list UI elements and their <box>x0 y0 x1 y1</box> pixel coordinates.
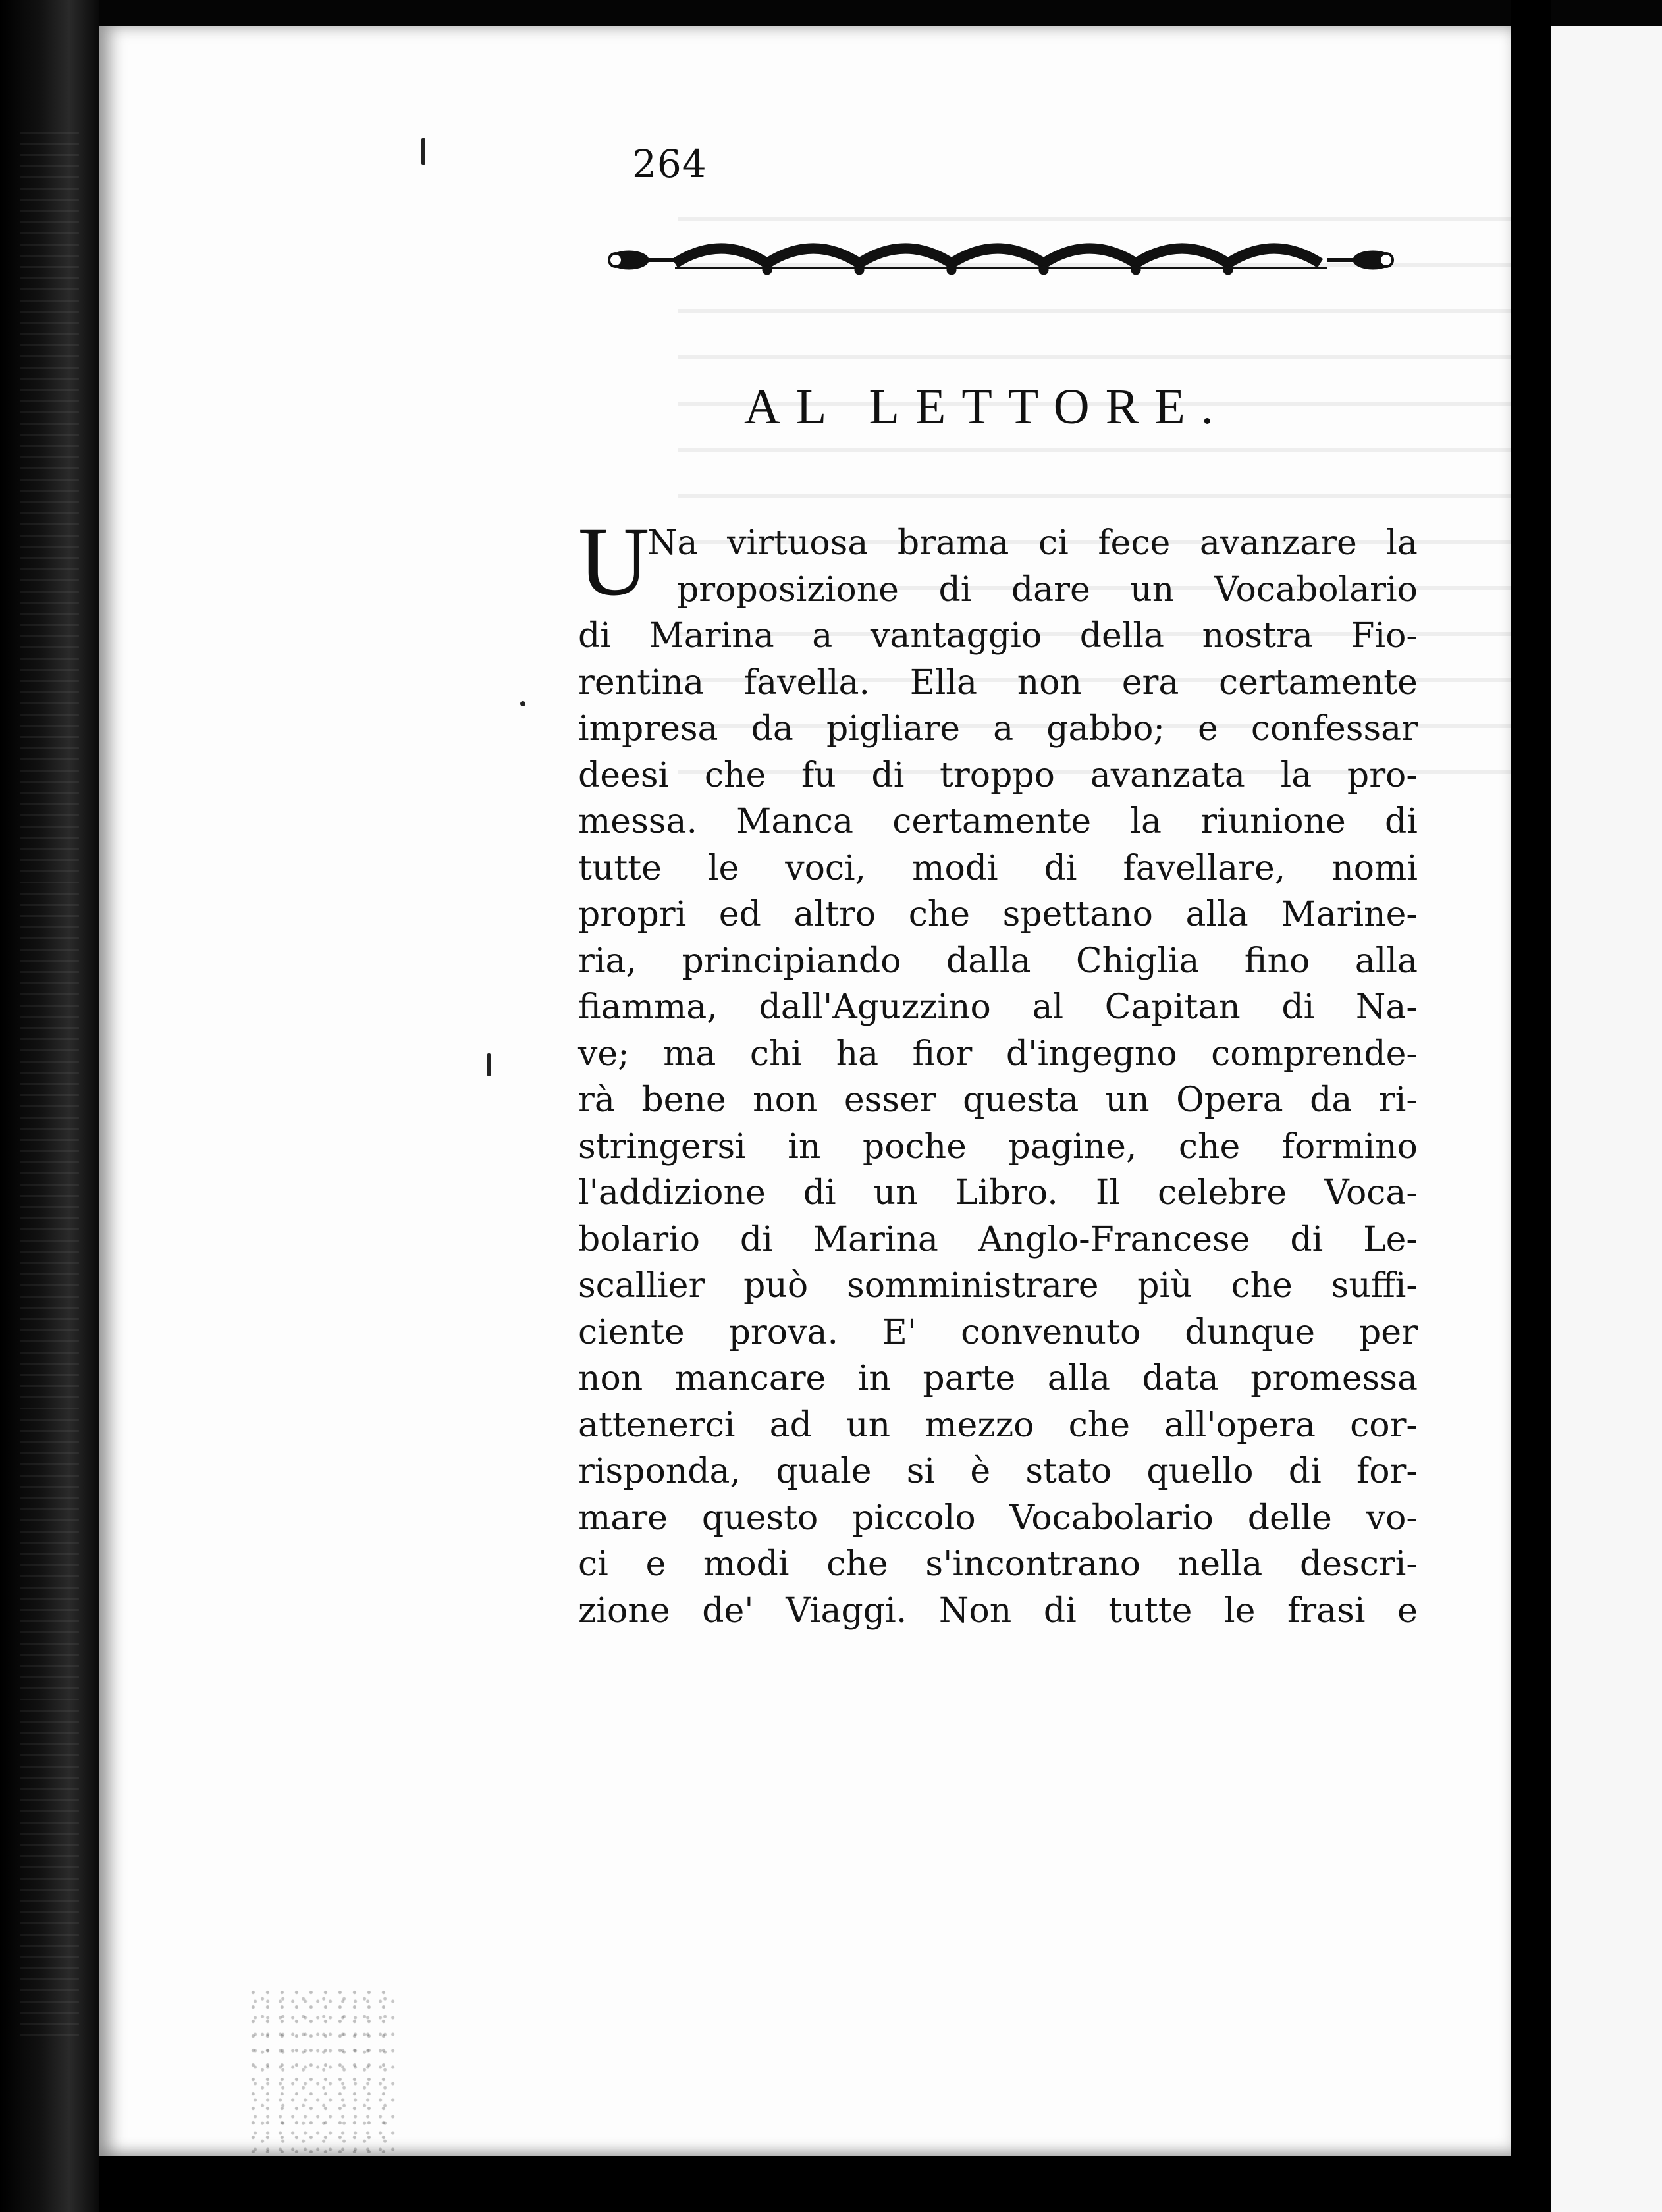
word: ve; <box>578 1034 630 1074</box>
word: è <box>970 1452 991 1491</box>
word: ria, <box>578 941 637 981</box>
word: delle <box>1247 1498 1332 1538</box>
word: ma <box>663 1034 716 1074</box>
word: ci <box>578 1544 608 1584</box>
word: Vocabolario <box>1214 569 1418 610</box>
body-text <box>578 520 1418 1634</box>
word: ha <box>836 1034 879 1074</box>
word: for- <box>1356 1452 1418 1491</box>
word: voci, <box>785 848 867 888</box>
word: fece <box>1098 523 1171 563</box>
word: cor- <box>1350 1405 1418 1445</box>
word: di <box>803 1173 836 1213</box>
word: parte <box>923 1359 1016 1398</box>
next-page-edge <box>1551 26 1662 2212</box>
word: zione <box>578 1591 670 1631</box>
word: fino <box>1244 941 1310 981</box>
text-line <box>578 1170 1418 1217</box>
word: Opera <box>1176 1080 1283 1120</box>
word: mancare <box>674 1359 826 1398</box>
text-line <box>578 1402 1418 1449</box>
word: della <box>1079 616 1165 656</box>
word: favellare, <box>1123 848 1286 888</box>
word: e <box>1197 709 1218 749</box>
word: pagine, <box>1008 1126 1137 1167</box>
word: per <box>1359 1312 1418 1352</box>
word: che <box>826 1544 888 1584</box>
word: altro <box>793 895 876 934</box>
page-number: 264 <box>632 142 707 186</box>
word: impresa <box>578 709 718 749</box>
text-line <box>578 613 1418 660</box>
spine-texture <box>20 132 79 2041</box>
text-line <box>578 891 1418 938</box>
word: da <box>751 709 793 749</box>
word: certamente <box>1219 662 1418 702</box>
word: modi <box>912 848 998 888</box>
word: può <box>743 1266 809 1305</box>
word: tutte <box>1108 1591 1193 1631</box>
word: fu <box>801 755 836 795</box>
word: Non <box>938 1591 1012 1631</box>
word: brama <box>897 523 1009 563</box>
ink-speck <box>421 138 425 165</box>
text-line <box>578 938 1418 985</box>
text-line <box>578 660 1418 706</box>
word: di <box>578 616 611 656</box>
word: tutte <box>578 848 662 888</box>
word: dare <box>1011 569 1090 610</box>
word: stato <box>1025 1452 1112 1491</box>
word: Fio- <box>1351 616 1418 656</box>
word: prova. <box>728 1312 838 1352</box>
word: che <box>1068 1405 1130 1445</box>
ink-speck <box>487 1053 491 1076</box>
text-line <box>578 1217 1418 1263</box>
bottom-shadow <box>99 2156 1511 2212</box>
text-line <box>578 706 1418 752</box>
word: quale <box>776 1452 872 1491</box>
word: spettano <box>1002 895 1153 934</box>
word: Na <box>647 523 698 563</box>
word: favella. <box>743 662 871 702</box>
word: suffi- <box>1331 1266 1418 1305</box>
word: virtuosa <box>727 523 869 563</box>
word: e <box>645 1544 666 1584</box>
word: comprende- <box>1211 1034 1418 1074</box>
text-line <box>578 845 1418 892</box>
word: di <box>1385 802 1418 841</box>
text-line <box>578 1541 1418 1588</box>
word: Voca- <box>1324 1173 1418 1213</box>
word: gabbo; <box>1046 709 1165 749</box>
word: poche <box>862 1126 967 1167</box>
word: stringersi <box>578 1126 746 1167</box>
word: la <box>1130 802 1162 841</box>
word: rà <box>578 1080 615 1120</box>
word: Viaggi. <box>786 1591 907 1631</box>
word: un <box>1105 1080 1150 1120</box>
word: la <box>1280 755 1312 795</box>
text-line <box>578 520 1418 567</box>
word: che <box>908 895 971 934</box>
word: di <box>871 755 905 795</box>
word: deesi <box>578 755 670 795</box>
word: nella <box>1177 1544 1263 1584</box>
word: che <box>1231 1266 1293 1305</box>
word: di <box>1043 1591 1077 1631</box>
word: Ella <box>909 662 977 702</box>
ink-speck <box>520 701 525 706</box>
word: non <box>578 1359 643 1398</box>
word: alla <box>1185 895 1248 934</box>
text-line <box>578 799 1418 845</box>
word: pro- <box>1347 755 1418 795</box>
word: le <box>707 848 739 888</box>
text-line <box>578 752 1418 799</box>
text-line <box>578 1124 1418 1171</box>
word: più <box>1137 1266 1193 1305</box>
word: di <box>1044 848 1077 888</box>
word: al <box>1032 988 1064 1027</box>
word: bolario <box>578 1219 701 1259</box>
word: propri <box>578 895 687 934</box>
word: Libro. <box>955 1173 1058 1213</box>
word: rentina <box>578 662 705 702</box>
word: Capitan <box>1104 988 1241 1027</box>
word: la <box>1386 523 1418 563</box>
word: vantaggio <box>870 616 1042 656</box>
word: proposizione <box>677 569 899 610</box>
word: fiamma, <box>578 988 718 1027</box>
word: piccolo <box>852 1498 976 1538</box>
word: confessar <box>1250 709 1418 749</box>
word: e <box>1397 1591 1418 1631</box>
text-line <box>578 1031 1418 1078</box>
word: si <box>906 1452 936 1491</box>
text-line <box>578 1263 1418 1309</box>
word: di <box>1288 1452 1322 1491</box>
word: che <box>704 755 766 795</box>
gutter-shadow <box>1511 0 1551 2212</box>
word: messa. <box>578 802 697 841</box>
word: scallier <box>578 1266 705 1305</box>
word: da <box>1310 1080 1353 1120</box>
word: in <box>788 1126 821 1167</box>
word: s'incontrano <box>925 1544 1140 1584</box>
word: ciente <box>578 1312 685 1352</box>
word: mare <box>578 1498 668 1538</box>
drop-cap: U <box>578 507 650 616</box>
word: nostra <box>1202 616 1313 656</box>
word: in <box>857 1359 891 1398</box>
word: attenerci <box>578 1405 736 1445</box>
word: ed <box>718 895 761 934</box>
word: somministrare <box>847 1266 1099 1305</box>
word: che <box>1178 1126 1241 1167</box>
word: Vocabolario <box>1009 1498 1214 1538</box>
word: modi <box>703 1544 790 1584</box>
text-line <box>578 1588 1418 1635</box>
word: Na- <box>1355 988 1418 1027</box>
word: Le- <box>1363 1219 1418 1259</box>
word: un <box>873 1173 918 1213</box>
word: un <box>846 1405 891 1445</box>
word: a <box>812 616 833 656</box>
text-line <box>578 1495 1418 1542</box>
word: non <box>1017 662 1082 702</box>
text-line <box>578 1077 1418 1124</box>
word: nomi <box>1331 848 1418 888</box>
word: d'ingegno <box>1005 1034 1177 1074</box>
page-heading: AL LETTORE. <box>744 379 1229 434</box>
word: di <box>938 569 972 610</box>
word: di <box>1281 988 1315 1027</box>
word: de' <box>702 1591 754 1631</box>
word: bene <box>641 1080 726 1120</box>
word: dunque <box>1185 1312 1316 1352</box>
word: non <box>753 1080 818 1120</box>
word: fior <box>912 1034 973 1074</box>
word: Manca <box>736 802 854 841</box>
word: di <box>739 1219 773 1259</box>
word: formino <box>1281 1126 1418 1167</box>
word: un <box>1130 569 1175 610</box>
word: alla <box>1047 1359 1110 1398</box>
word: chi <box>749 1034 803 1074</box>
word: dalla <box>946 941 1031 981</box>
word: vo- <box>1366 1498 1418 1538</box>
word: esser <box>844 1080 936 1120</box>
word: promessa <box>1250 1359 1418 1398</box>
word: Il <box>1095 1173 1120 1213</box>
book-spine-shadow <box>0 0 99 2212</box>
word: a <box>993 709 1014 749</box>
word: celebre <box>1157 1173 1287 1213</box>
word: Chiglia <box>1075 941 1200 981</box>
word: frasi <box>1287 1591 1366 1631</box>
word: convenuto <box>961 1312 1141 1352</box>
text-line <box>578 567 1418 614</box>
word: Marina <box>649 616 774 656</box>
word: di <box>1290 1219 1324 1259</box>
word: principiando <box>682 941 901 981</box>
word: Marina <box>813 1219 938 1259</box>
word: l'addizione <box>578 1173 766 1213</box>
word: ri- <box>1378 1080 1418 1120</box>
word: le <box>1224 1591 1256 1631</box>
word: Marine- <box>1281 895 1418 934</box>
word: avanzata <box>1090 755 1245 795</box>
word: questo <box>701 1498 818 1538</box>
text-line <box>578 984 1418 1031</box>
word: riunione <box>1200 802 1346 841</box>
word: mezzo <box>925 1405 1034 1445</box>
word: ci <box>1038 523 1069 563</box>
word: ad <box>769 1405 812 1445</box>
word: pigliare <box>826 709 961 749</box>
text-line <box>578 1309 1418 1356</box>
word: descri- <box>1300 1544 1418 1584</box>
floral-rule-ornament-icon <box>603 234 1399 286</box>
word: risponda, <box>578 1452 741 1491</box>
word: avanzare <box>1199 523 1357 563</box>
word: questa <box>963 1080 1079 1120</box>
paper-stain <box>250 1988 395 2153</box>
word: alla <box>1354 941 1418 981</box>
text-line <box>578 1448 1418 1495</box>
word: troppo <box>940 755 1055 795</box>
word: Anglo-Francese <box>978 1219 1250 1259</box>
word: all'opera <box>1164 1405 1316 1445</box>
word: certamente <box>892 802 1092 841</box>
word: quello <box>1146 1452 1254 1491</box>
word: dall'Aguzzino <box>759 988 991 1027</box>
word: data <box>1142 1359 1219 1398</box>
word: era <box>1121 662 1179 702</box>
word: E' <box>882 1312 917 1352</box>
text-line <box>578 1356 1418 1402</box>
